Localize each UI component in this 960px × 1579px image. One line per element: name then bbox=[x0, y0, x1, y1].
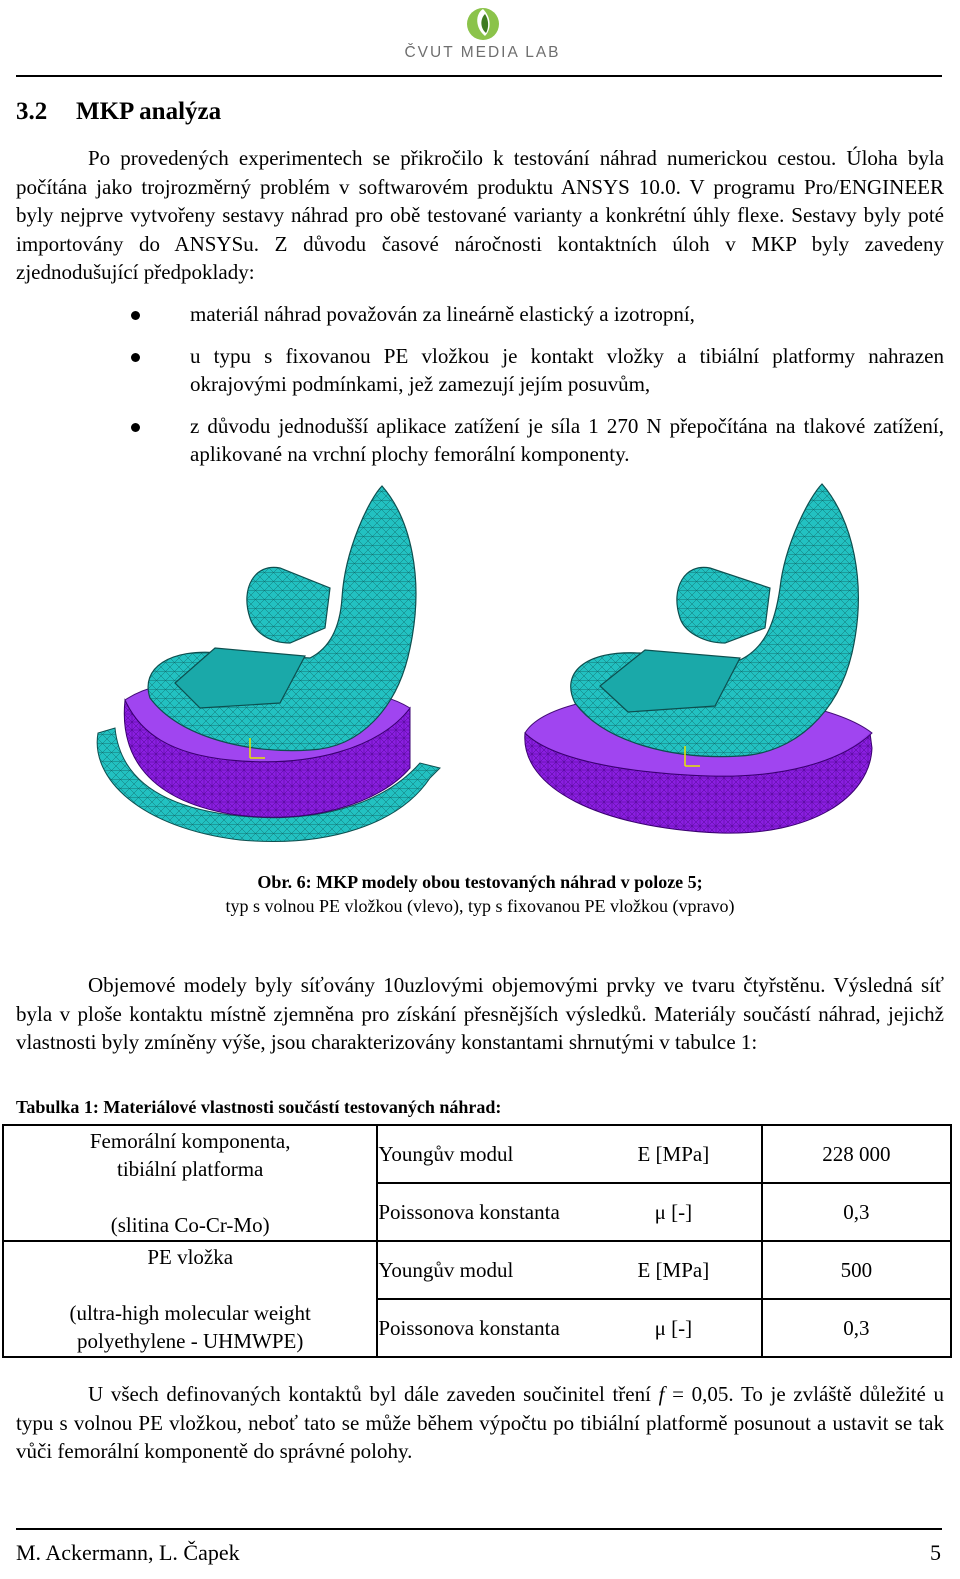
value-cell: 0,3 bbox=[762, 1299, 951, 1357]
bullet-icon bbox=[131, 311, 140, 320]
value-cell: 228 000 bbox=[762, 1125, 951, 1183]
right-model-fixed-insert bbox=[525, 484, 872, 833]
table-title: Tabulka 1: Materiálové vlastnosti součástí testovaných náhrad: bbox=[16, 1097, 502, 1117]
property-name: Poissonova konstanta bbox=[378, 1315, 560, 1340]
material-properties-table bbox=[2, 1124, 952, 1358]
table-row bbox=[3, 1125, 951, 1183]
property-unit: E [MPa] bbox=[637, 1257, 710, 1282]
material-name-line: PE vložka bbox=[147, 1245, 234, 1269]
property-name: Youngův modul bbox=[378, 1257, 514, 1282]
material-detail: (slitina Co-Cr-Mo) bbox=[110, 1213, 270, 1237]
material-cell bbox=[3, 1125, 377, 1241]
assumption-list bbox=[0, 300, 960, 482]
property-name: Youngův modul bbox=[378, 1141, 514, 1166]
footer-rule bbox=[16, 1528, 942, 1530]
media-lab-logo bbox=[390, 6, 575, 66]
footer-authors: M. Ackermann, L. Čapek bbox=[16, 1540, 240, 1565]
material-detail: (ultra-high molecular weight bbox=[69, 1301, 311, 1325]
leaf-logo-icon bbox=[465, 6, 501, 42]
page-number: 5 bbox=[930, 1540, 941, 1565]
bullet-icon bbox=[131, 353, 140, 362]
list-item bbox=[190, 300, 944, 329]
property-cell bbox=[377, 1183, 761, 1241]
caption-title: Obr. 6: MKP modely obou testovaných náhrad v poloze 5; bbox=[257, 872, 703, 892]
list-item bbox=[190, 342, 944, 399]
figure-caption bbox=[0, 870, 960, 918]
table-row bbox=[3, 1241, 951, 1299]
property-unit: μ [-] bbox=[654, 1315, 693, 1340]
friction-paragraph bbox=[16, 1380, 944, 1466]
material-cell bbox=[3, 1241, 377, 1357]
friction-text-before: U všech definovaných kontaktů byl dále zaveden součinitel tření bbox=[88, 1382, 659, 1406]
friction-text-after: = 0,05. To je zvláště důležité u typu s volnou PE vložkou, neboť tato se může během výpočtu po tibiální platformě posunout a ustavit se tak vůči femorální komponentě do správné polohy. bbox=[16, 1382, 944, 1464]
list-item-text: u typu s fixovanou PE vložkou je kontakt vložky a tibiální platformy nahrazen okrajovými podmínkami, jež zamezují jejím posuvům, bbox=[190, 343, 944, 397]
section-number: 3.2 bbox=[16, 98, 48, 125]
fem-models-figure bbox=[80, 478, 880, 860]
section-heading bbox=[16, 98, 221, 126]
logo-text: ČVUT MEDIA LAB bbox=[404, 44, 561, 61]
friction-symbol: f bbox=[658, 1382, 665, 1406]
property-cell bbox=[377, 1241, 761, 1299]
value-cell: 500 bbox=[762, 1241, 951, 1299]
material-name-line: tibiální platforma bbox=[116, 1157, 264, 1181]
value-cell: 0,3 bbox=[762, 1183, 951, 1241]
property-cell bbox=[377, 1299, 761, 1357]
list-item bbox=[190, 412, 944, 469]
property-unit: μ [-] bbox=[654, 1199, 693, 1224]
property-name: Poissonova konstanta bbox=[378, 1199, 560, 1224]
section-title: MKP analýza bbox=[76, 98, 222, 125]
material-name-line: Femorální komponenta, bbox=[89, 1129, 291, 1153]
list-item-text: materiál náhrad považován za lineárně elastický a izotropní, bbox=[190, 302, 695, 326]
property-cell bbox=[377, 1125, 761, 1183]
property-unit: E [MPa] bbox=[637, 1141, 710, 1166]
list-item-text: z důvodu jednodušší aplikace zatížení je síla 1 270 N přepočítána na tlakové zatížení, aplikované na vrchní plochy femorální komponenty. bbox=[190, 413, 944, 467]
material-detail: polyethylene - UHMWPE) bbox=[77, 1329, 304, 1353]
caption-text: typ s volnou PE vložkou (vlevo), typ s fixovanou PE vložkou (vpravo) bbox=[225, 896, 735, 916]
mesh-paragraph: Objemové modely byly síťovány 10uzlovými objemovými prvky ve tvaru čtyřstěnu. Výsledná síť byla v ploše kontaktu místně zjemněna pro získání přesnějších výsledků. Materiály součástí náhrad, jejichž vlastnosti byly zmíněny výše, jsou charakterizovány konstantami shrnutými v tabulce 1: bbox=[16, 973, 944, 1055]
bullet-icon bbox=[131, 423, 140, 432]
intro-paragraph: Po provedených experimentech se přikročilo k testování náhrad numerickou cestou. Úloha byla počítána jako trojrozměrný problém v softwarovém produktu ANSYS 10.0. V programu Pro/ENGINEER byly nejprve vytvořeny sestavy náhrad pro obě testované varianty a konkrétní úhly flexe. Sestavy byly poté importovány do ANSYSu. Z důvodu časové náročnosti kontaktních úloh v MKP byly zavedeny zjednodušující předpoklady: bbox=[16, 146, 944, 285]
left-model-free-insert bbox=[97, 486, 440, 841]
header-rule bbox=[16, 75, 942, 77]
